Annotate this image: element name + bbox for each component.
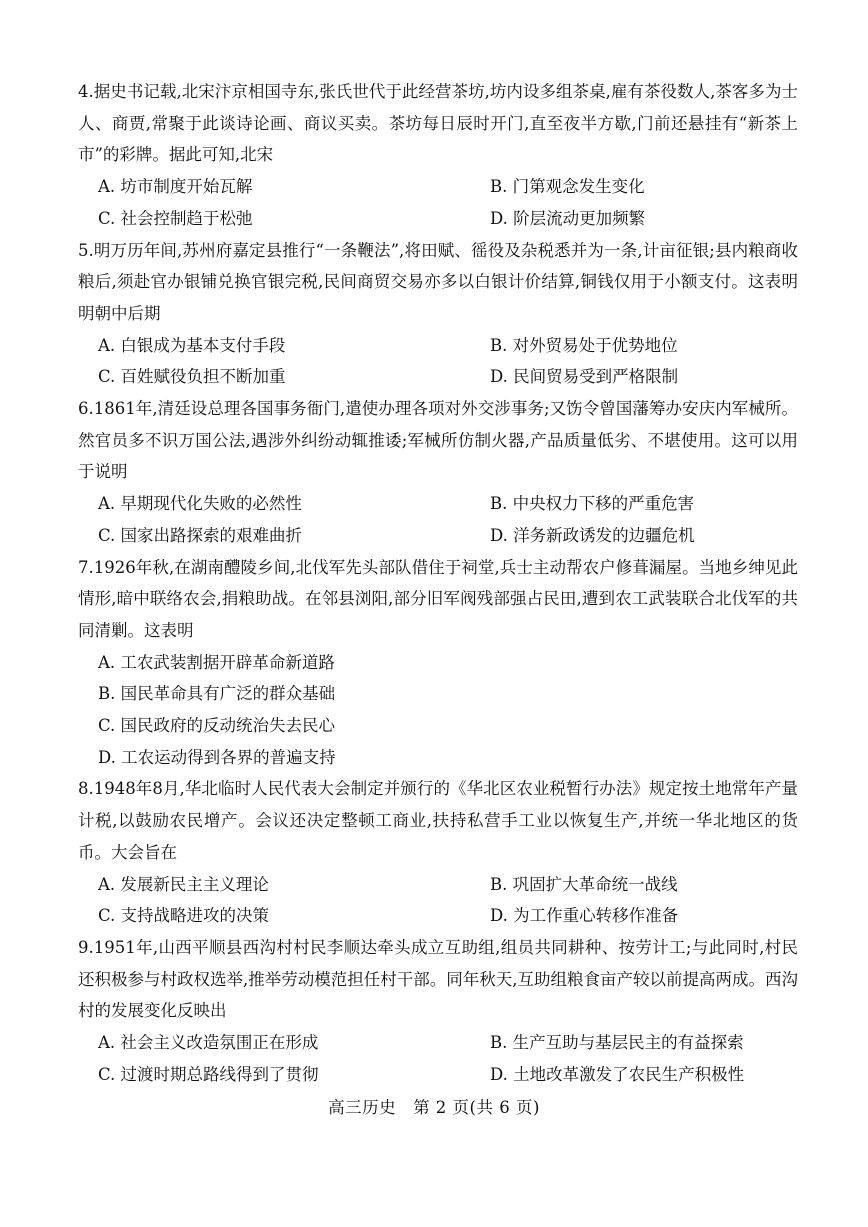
option-list — [78, 869, 798, 932]
question-7 — [78, 552, 798, 774]
question-stem: 8.1948年8月,华北临时人民代表大会制定并颁行的《华北区农业税暂行办法》规定按土地常年产量计税,以鼓励农民增产。会议还决定整顿工商业,扶持私营手工业以恢复生产,并统一华北地区的货币。大会旨在 — [78, 779, 798, 862]
question-8 — [78, 773, 798, 932]
question-5 — [78, 235, 798, 394]
option-a[interactable]: A. 白银成为基本支付手段 — [98, 335, 286, 355]
option-list — [78, 488, 798, 551]
option-b[interactable]: B. 门第观念发生变化 — [490, 177, 645, 197]
option-c[interactable]: C. 过渡时期总路线得到了贯彻 — [98, 1064, 319, 1084]
option-d[interactable]: D. 民间贸易受到严格限制 — [490, 367, 679, 387]
option-d[interactable]: D. 洋务新政诱发的边疆危机 — [490, 525, 695, 545]
question-stem: 6.1861年,清廷设总理各国事务衙门,遣使办理各项对外交涉事务;又饬令曾国藩筹办安庆内军械所。然官员多不识万国公法,遇涉外纠纷动辄推诿;军械所仿制火器,产品质量低劣、不堪使用。这可以用于说明 — [78, 399, 798, 482]
question-stem: 4.据史书记载,北宋汴京相国寺东,张氏世代于此经营茶坊,坊内设多组茶桌,雇有茶役数人,茶客多为士人、商贾,常聚于此谈诗论画、商议买卖。茶坊每日辰时开门,直至夜半方歇,门前还悬挂有“新茶上市”的彩牌。据此可知,北宋 — [78, 82, 798, 165]
option-d[interactable]: D. 为工作重心转移作准备 — [490, 906, 679, 926]
option-list — [78, 1027, 798, 1090]
option-a[interactable]: A. 坊市制度开始瓦解 — [98, 177, 253, 197]
option-a[interactable]: A. 发展新民主主义理论 — [98, 874, 269, 894]
option-d[interactable]: D. 阶层流动更加频繁 — [490, 208, 646, 228]
option-b[interactable]: B. 国民革命具有广泛的群众基础 — [98, 684, 336, 704]
page-footer: 高三历史 第 2 页(共 6 页) — [328, 1098, 540, 1117]
option-list — [78, 330, 798, 393]
question-stem: 9.1951年,山西平顺县西沟村村民李顺达牵头成立互助组,组员共同耕种、按劳计工;与此同时,村民还积极参与村政权选举,推举劳动模范担任村干部。同年秋天,互助组粮食亩产较以前提高两成。西沟村的发展变化反映出 — [78, 937, 798, 1021]
option-b[interactable]: B. 生产互助与基层民主的有益探索 — [490, 1033, 744, 1053]
option-list — [78, 647, 798, 774]
option-list — [78, 171, 798, 234]
option-c[interactable]: C. 百姓赋役负担不断加重 — [98, 367, 286, 387]
question-9 — [78, 932, 798, 1091]
question-stem: 7.1926年秋,在湖南醴陵乡间,北伐军先头部队借住于祠堂,兵士主动帮农户修葺漏屋。当地乡绅见此情形,暗中联络农会,捐粮助战。在邻县浏阳,部分旧军阀残部强占民田,遭到农工武装联合北伐军的共同清剿。这表明 — [78, 557, 798, 640]
option-b[interactable]: B. 中央权力下移的严重危害 — [490, 494, 695, 514]
option-b[interactable]: B. 对外贸易处于优势地位 — [490, 335, 678, 355]
option-b[interactable]: B. 巩固扩大革命统一战线 — [490, 874, 678, 894]
question-stem: 5.明万历年间,苏州府嘉定县推行“一条鞭法”,将田赋、徭役及杂税悉并为一条,计亩征银;县内粮商收粮后,须赴官办银铺兑换官银完税,民间商贸交易亦多以白银计价结算,铜钱仅用于小额支付。这表明明朝中后期 — [78, 240, 798, 323]
option-a[interactable]: A. 工农武装割据开辟革命新道路 — [98, 652, 335, 672]
option-c[interactable]: C. 国民政府的反动统治失去民心 — [98, 716, 336, 736]
question-4 — [78, 76, 798, 235]
option-a[interactable]: A. 早期现代化失败的必然性 — [98, 494, 302, 514]
question-6 — [78, 393, 798, 552]
option-c[interactable]: C. 支持战略进攻的决策 — [98, 906, 270, 926]
option-d[interactable]: D. 工农运动得到各界的普遍支持 — [98, 747, 336, 767]
option-c[interactable]: C. 社会控制趋于松弛 — [98, 208, 253, 228]
option-c[interactable]: C. 国家出路探索的艰难曲折 — [98, 525, 303, 545]
question-list — [78, 76, 798, 1091]
option-d[interactable]: D. 土地改革激发了农民生产积极性 — [490, 1064, 745, 1084]
option-a[interactable]: A. 社会主义改造氛围正在形成 — [98, 1033, 319, 1053]
